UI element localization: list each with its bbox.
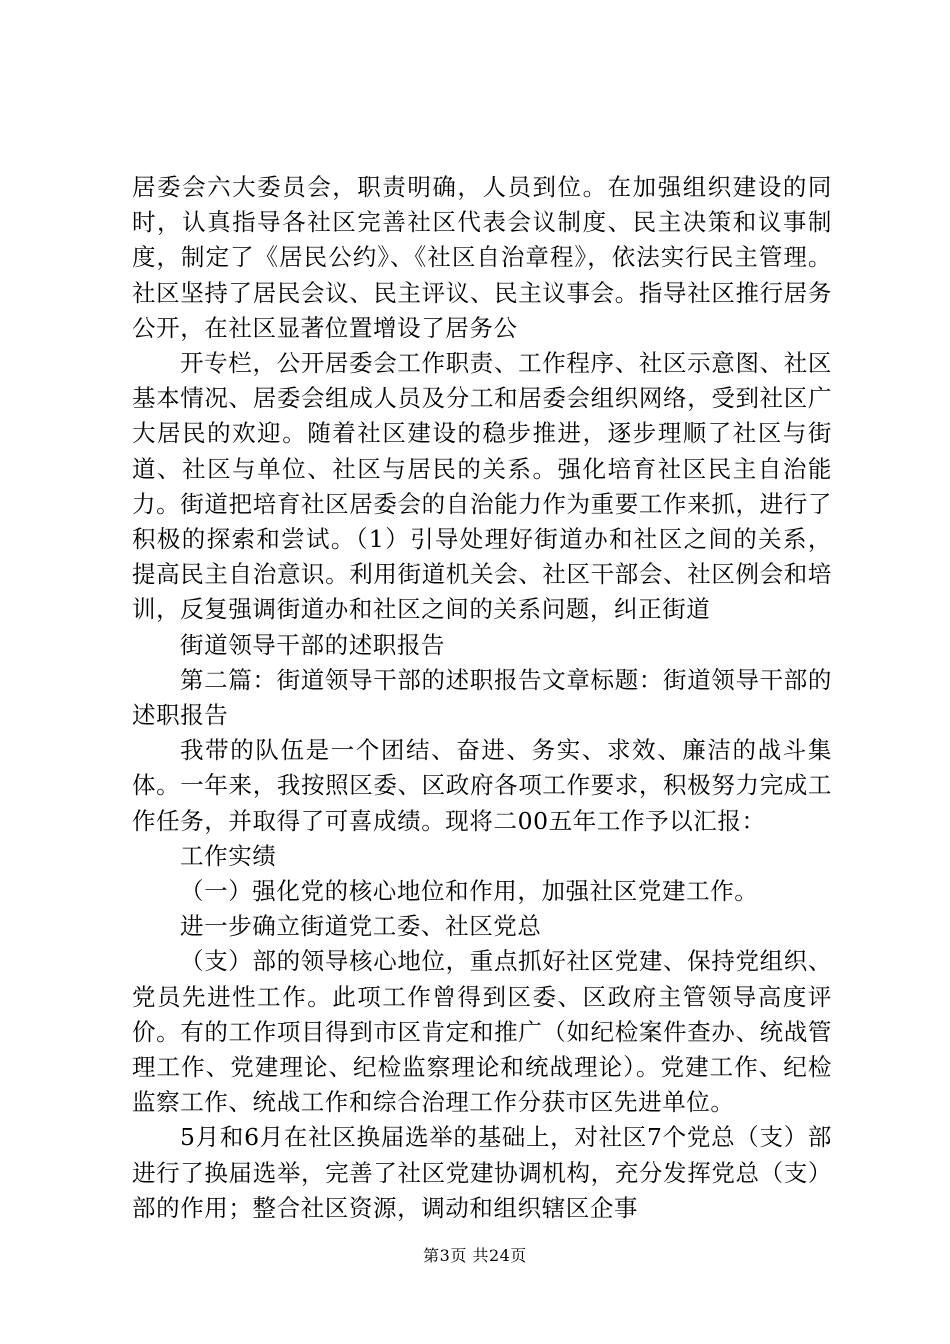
- document-body: [132, 170, 832, 1226]
- page-number: 第3页 共24页: [423, 1246, 527, 1265]
- article-title-line: 第二篇：街道领导干部的述职报告文章标题：街道领导干部的述职报告: [132, 665, 832, 730]
- paragraph: 居委会六大委员会，职责明确，人员到位。在加强组织建设的同时，认真指导各社区完善社区代表会议制度、民主决策和议事制度，制定了《居民公约》、《社区自治章程》，依法实行民主管理。社区坚持了居民会议、民主评议、民主议事会。指导社区推行居务公开，在社区显著位置增设了居务公: [132, 173, 832, 342]
- section-heading: 街道领导干部的述职报告: [180, 630, 446, 659]
- paragraph: 开专栏，公开居委会工作职责、工作程序、社区示意图、社区基本情况、居委会组成人员及分工和居委会组织网络，受到社区广大居民的欢迎。随着社区建设的稳步推进，逐步理顺了社区与街道、社区与单位、社区与居民的关系。强化培育社区民主自治能力。街道把培育社区居委会的自治能力作为重要工作来抓，进行了积极的探索和尝试。（1）引导处理好街道办和社区之间的关系，提高民主自治意识。利用街道机关会、社区干部会、社区例会和培训，反复强调街道办和社区之间的关系问题，纠正街道: [132, 349, 832, 624]
- subheading: 工作实绩: [180, 841, 277, 870]
- page-footer: [0, 1243, 950, 1266]
- paragraph: 我带的队伍是一个团结、奋进、务实、求效、廉洁的战斗集体。一年来，我按照区委、区政府各项工作要求，积极努力完成工作任务，并取得了可喜成绩。现将二00五年工作予以汇报：: [132, 736, 832, 835]
- paragraph: 5月和6月在社区换届选举的基础上，对社区7个党总（支）部进行了换届选举，完善了社区党建协调机构，充分发挥党总（支）部的作用；整合社区资源，调动和组织辖区企事: [132, 1123, 832, 1222]
- paragraph: 进一步确立街道党工委、社区党总: [180, 912, 542, 941]
- subheading: （一）强化党的核心地位和作用，加强社区党建工作。: [180, 877, 759, 906]
- paragraph: （支）部的领导核心地位，重点抓好社区党建、保持党组织、党员先进性工作。此项工作曾得到区委、区政府主管领导高度评价。有的工作项目得到市区肯定和推广（如纪检案件查办、统战管理工作、党建理论、纪检监察理论和统战理论）。党建工作、纪检监察工作、统战工作和综合治理工作分获市区先进单位。: [132, 947, 832, 1117]
